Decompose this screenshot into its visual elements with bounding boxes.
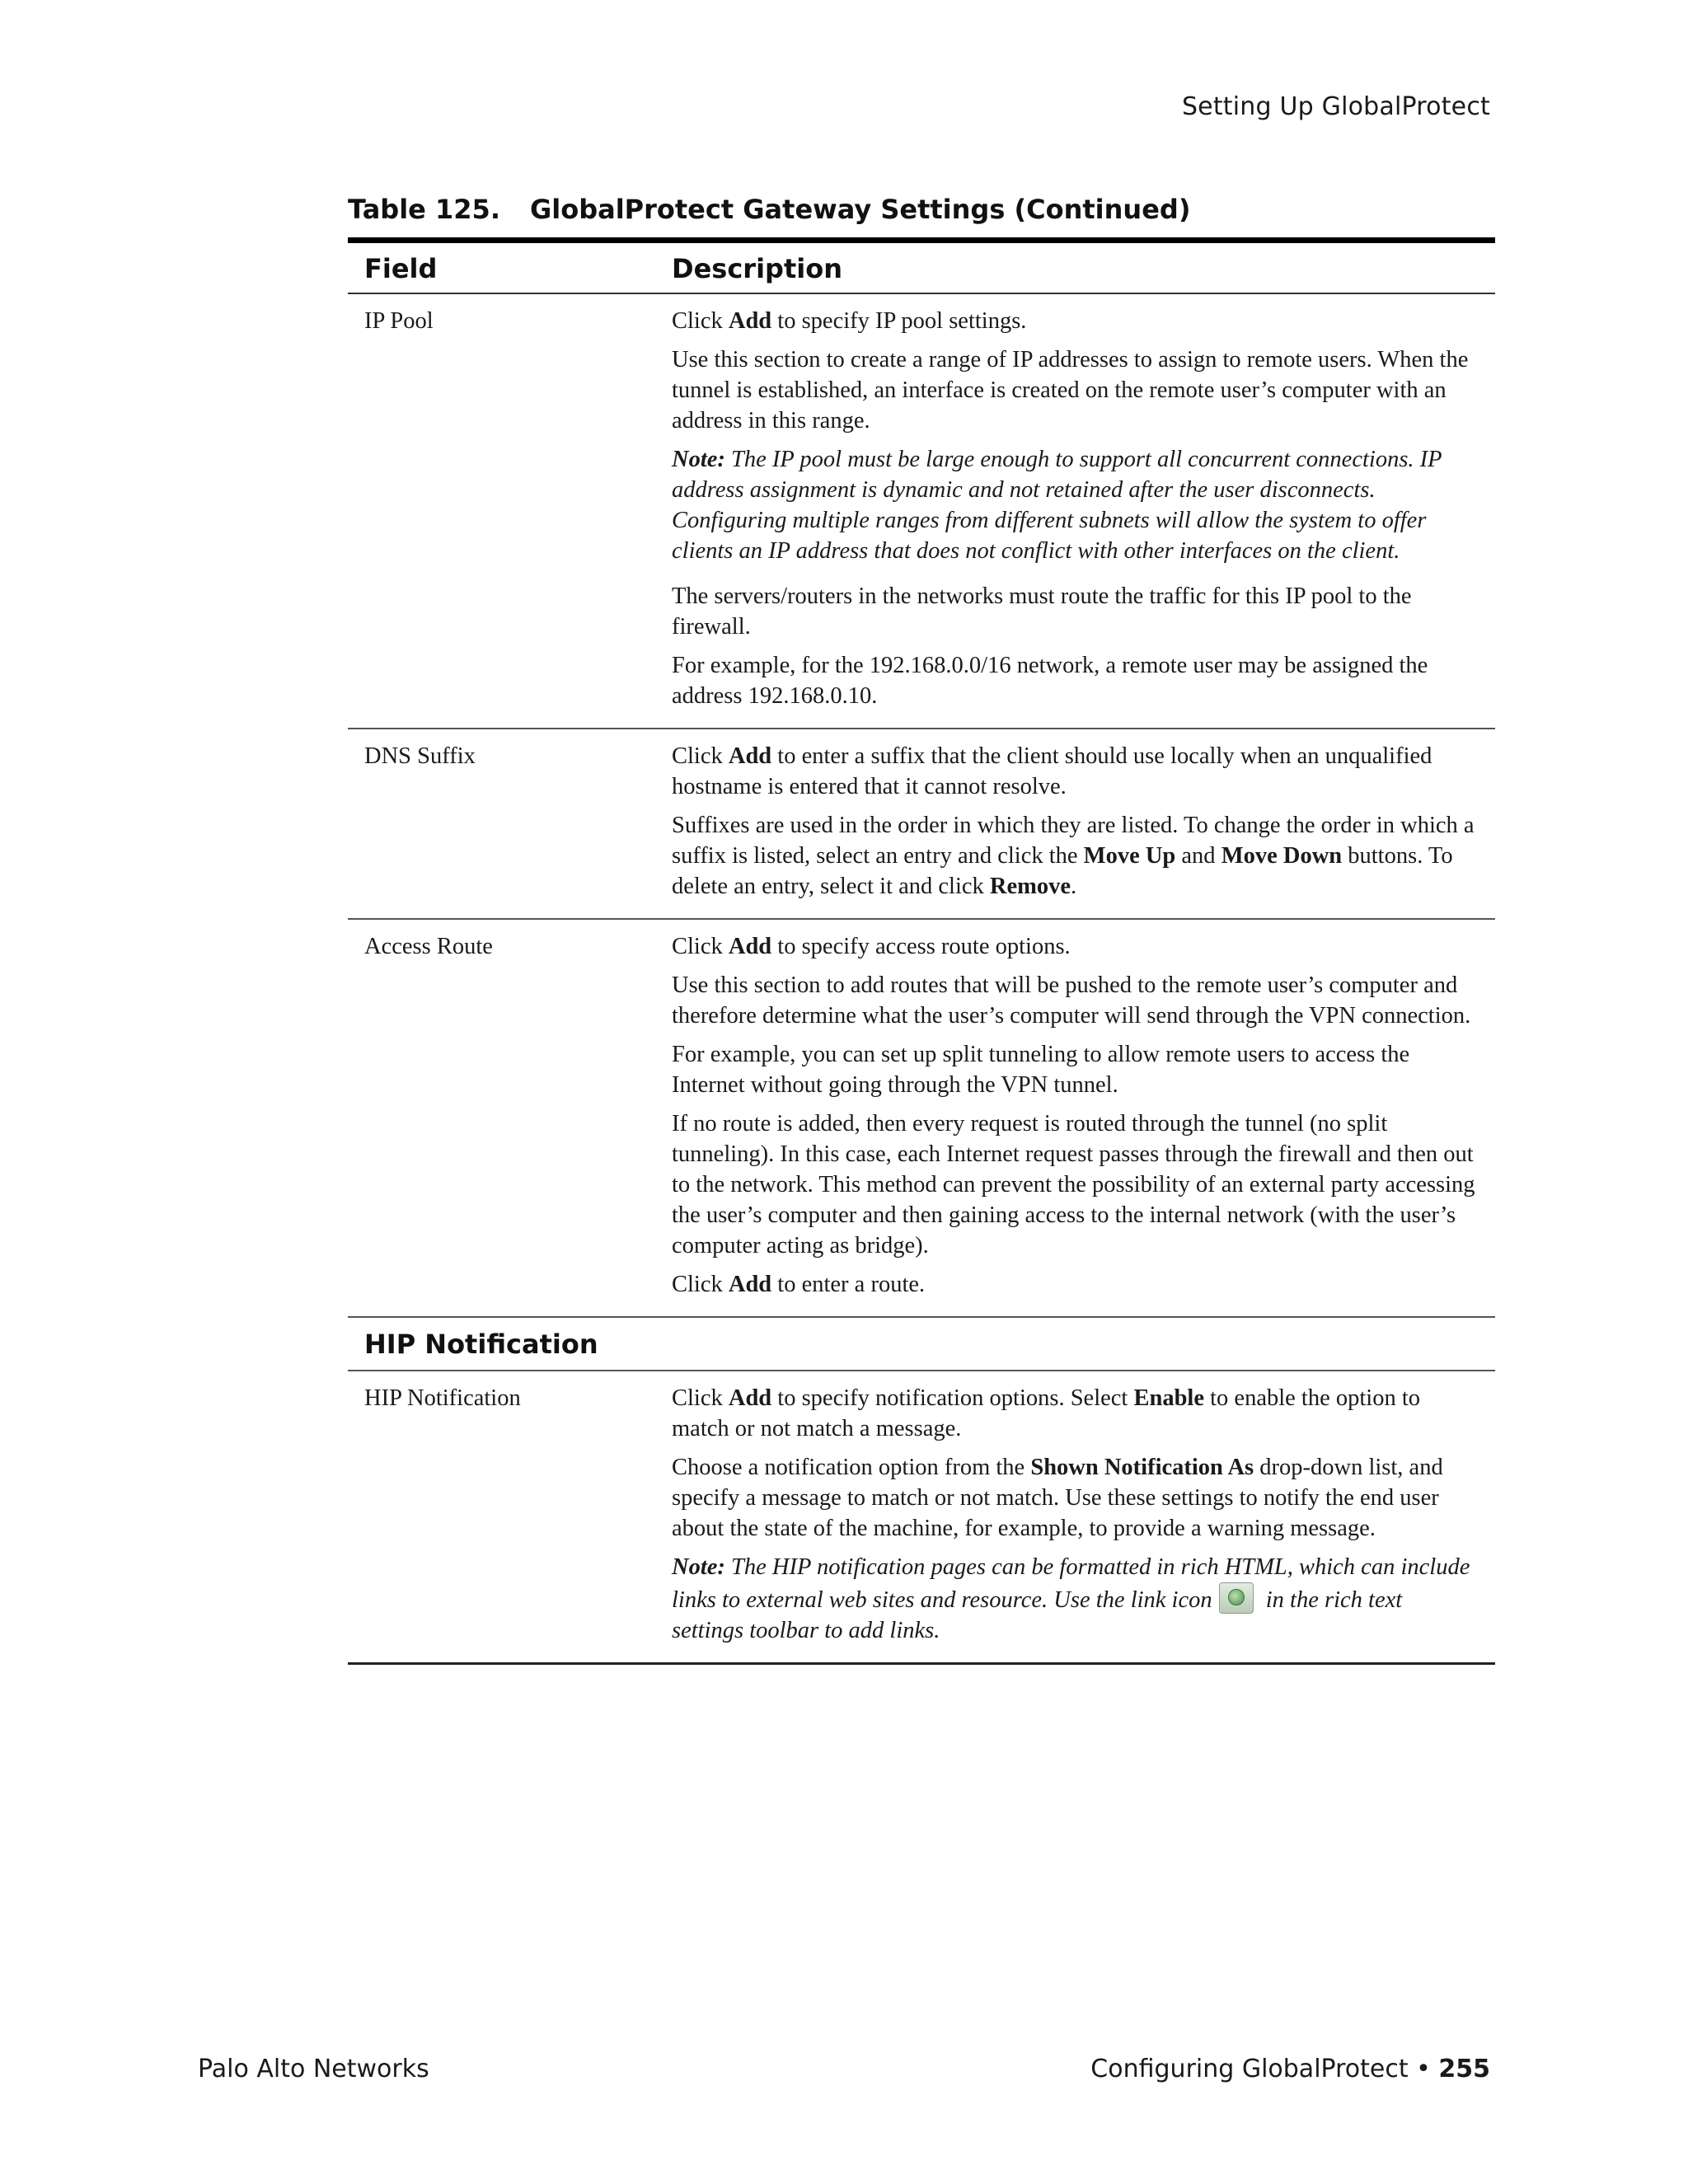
table-row-dns-suffix bbox=[348, 729, 1495, 919]
table-header-row bbox=[348, 241, 1495, 294]
table-title: GlobalProtect Gateway Settings (Continued) bbox=[529, 194, 1191, 225]
gateway-settings-table bbox=[348, 237, 1495, 1665]
page-number: 255 bbox=[1438, 2055, 1490, 2083]
table-row-ip-pool bbox=[348, 293, 1495, 729]
description-paragraph: Click Add to specify access route options. bbox=[672, 934, 1071, 959]
description-paragraph: Choose a notification option from the Shown Notification As drop-down list, and specify a message to match or not match. Use these settings to notify the end user about the state of the machine, for example, to provide a warning message. bbox=[672, 1455, 1443, 1541]
description-hip-notification bbox=[655, 1371, 1495, 1664]
description-paragraph: Use this section to add routes that will be pushed to the remote user’s computer and therefore determine what the user’s computer will send through the VPN connection. bbox=[672, 972, 1471, 1029]
table-number: Table 125. bbox=[348, 194, 500, 225]
column-header-field: Field bbox=[348, 241, 655, 294]
field-access-route: Access Route bbox=[348, 919, 655, 1317]
section-row-hip-notification bbox=[348, 1317, 1495, 1371]
description-paragraph: The servers/routers in the networks must route the traffic for this IP pool to the firewall. bbox=[672, 583, 1412, 640]
note-paragraph: Note: The IP pool must be large enough to support all concurrent connections. IP address assignment is dynamic and not retained after the user disconnects. Configuring multiple ranges from different subnets will allow the system to offer clients an IP address that does not conflict with other interfaces on the client. bbox=[672, 447, 1442, 564]
footer-chapter-title: Configuring GlobalProtect • bbox=[1090, 2055, 1439, 2083]
table-row-access-route bbox=[348, 919, 1495, 1317]
description-access-route bbox=[655, 919, 1495, 1317]
running-header: Setting Up GlobalProtect bbox=[1181, 92, 1490, 121]
note-paragraph: Note: The HIP notification pages can be formatted in rich HTML, which can include links to external web sites and resource. Use the link icon in the rich text settings toolbar to add links. bbox=[672, 1554, 1470, 1643]
field-dns-suffix: DNS Suffix bbox=[348, 729, 655, 919]
link-icon bbox=[1219, 1582, 1254, 1614]
description-ip-pool bbox=[655, 293, 1495, 729]
table-caption bbox=[348, 194, 1190, 225]
description-paragraph: Click Add to specify IP pool settings. bbox=[672, 308, 1027, 334]
description-paragraph: For example, for the 192.168.0.0/16 network, a remote user may be assigned the address 192.168.0.10. bbox=[672, 653, 1428, 709]
description-paragraph: If no route is added, then every request is routed through the tunnel (no split tunneling). In this case, each Internet request passes through the firewall and then out to the network. This method can prevent the possibility of an external party accessing the user’s computer and then gaining access to the internal network (with the user’s computer acting as bridge). bbox=[672, 1111, 1475, 1258]
field-ip-pool: IP Pool bbox=[348, 293, 655, 729]
description-paragraph: Click Add to specify notification options. Select Enable to enable the option to match or not match a message. bbox=[672, 1385, 1420, 1441]
table-row-hip-notification bbox=[348, 1371, 1495, 1664]
description-paragraph: For example, you can set up split tunneling to allow remote users to access the Internet without going through the VPN tunnel. bbox=[672, 1042, 1410, 1098]
section-heading-hip-notification: HIP Notification bbox=[348, 1317, 1495, 1371]
footer-chapter bbox=[1090, 2055, 1490, 2083]
description-paragraph: Use this section to create a range of IP addresses to assign to remote users. When the tunnel is established, an interface is created on the remote user’s computer with an address in this range. bbox=[672, 347, 1469, 434]
description-dns-suffix bbox=[655, 729, 1495, 919]
note-label: Note: bbox=[672, 1554, 725, 1580]
column-header-description: Description bbox=[655, 241, 1495, 294]
field-hip-notification: HIP Notification bbox=[348, 1371, 655, 1664]
description-paragraph: Suffixes are used in the order in which they are listed. To change the order in which a suffix is listed, select an entry and click the Move Up and Move Down buttons. To delete an entry, select it and click Remove. bbox=[672, 813, 1475, 899]
description-paragraph: Click Add to enter a route. bbox=[672, 1272, 926, 1297]
footer-company: Palo Alto Networks bbox=[198, 2055, 429, 2083]
note-label: Note: bbox=[672, 447, 725, 472]
description-paragraph: Click Add to enter a suffix that the client should use locally when an unqualified hostname is entered that it cannot resolve. bbox=[672, 743, 1432, 799]
